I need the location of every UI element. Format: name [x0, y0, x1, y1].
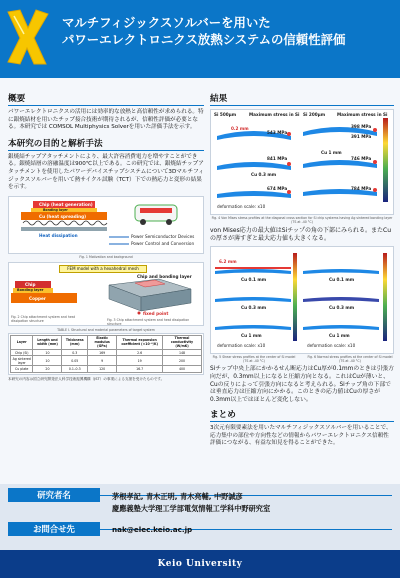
summary-heading: まとめ: [210, 408, 394, 422]
table-cell: 2.6: [117, 349, 163, 355]
fig4-label-si200: Si 200μm: [303, 112, 326, 117]
researcher-names: 茅根孝記, 青木正明, 青木亮輔, 中野誠彦: [112, 492, 243, 501]
fig3-label-chip-bond: Chip and bonding layer: [137, 273, 192, 279]
fig4-value: 784 MPa: [351, 186, 372, 191]
fig2-caption: Fig. 2 Chip attachment system and heat dissipation structure: [11, 314, 76, 323]
fig4-value: 0.2 mm: [231, 126, 249, 131]
title-line-1: マルチフィジックスソルバーを用いた: [62, 15, 271, 30]
table-header-row: [11, 335, 202, 349]
fig4-value: 674 MPa: [267, 186, 288, 191]
fig4-scale: deformation scale: x10: [217, 204, 266, 209]
contact-label: お問合せ先: [8, 522, 100, 536]
fig2-label-bond: Bonding layer: [17, 287, 44, 292]
table-cell: 120: [88, 366, 117, 372]
fig4-value: 746 MPa: [351, 156, 372, 161]
table-cell: Chip (Si): [11, 349, 33, 355]
figure-5-6-plots: [211, 247, 393, 353]
fig3-label-fixed: fixed point: [143, 310, 169, 316]
keio-university-banner: Keio University: [0, 550, 400, 578]
fig4-value: Cu 0.3 mm: [251, 172, 277, 177]
fig5-value: Cu 0.3 mm: [241, 305, 267, 310]
table-caption: TABLE I. Structural and material parameters of target system: [57, 327, 155, 332]
fig5-value: Cu 0.1 mm: [241, 277, 267, 282]
table-cell: 0.1–0.3: [62, 366, 88, 372]
purpose-body: 銀焼結チップアタッチメントにより、最大許容消費電力を増やすことができる。銀焼結層の溶融温度は900℃以上である。この研究では、銀焼結チップアタッチメントを使用したパワーデバイスチップシステムについて3Dマルチフィジックスソルバーを用いて熱サイクル試験（TCT）下での熱応力と変形の結果を示す。: [8, 153, 204, 191]
results-text-1: von Mises応力の最大値はSiチップの角の下部にみられる。またCuの厚さが薄すぎと最大応力値も大きくなる。: [210, 227, 392, 242]
table-cell: 400: [163, 366, 202, 372]
fig2-label-chip: Chip: [25, 281, 36, 287]
fig5-6-captions: [210, 355, 394, 363]
overview-body: パワーエレクトロニクスの活用には効率的な放熱と高信頼性が求められる。特に銀焼結材を用いたチップ接合技術が期待されるが、信頼性評価が必要となる。本研究では COMSOL Multiphysics Solverを用いた評価手法を示す。: [8, 109, 204, 131]
fem-label: FEM model with a hexahedral mesh: [59, 265, 147, 273]
table-cell: 19: [117, 356, 163, 366]
table-header: Layer: [11, 335, 33, 349]
material-table-box: [8, 333, 204, 375]
right-column: [210, 92, 394, 448]
left-column: [8, 92, 204, 381]
fig4-title-right: Maximum stress in Si: [337, 112, 388, 117]
fig5-value: 6.2 mm: [219, 259, 237, 264]
table-cell: Cu plate: [11, 366, 33, 372]
table-cell: 10: [33, 349, 62, 355]
table-cell: 0.05: [62, 356, 88, 366]
fig1-label-arrow2: Power Control and Conversion: [131, 240, 195, 246]
table-header: Length and width (mm): [33, 335, 62, 349]
table-header: Thermal expansion coefficient (×10⁻⁶/K): [117, 335, 163, 349]
fig5-scale: deformation scale: x10: [217, 343, 266, 348]
fig6-value: Cu 0.3 mm: [329, 305, 355, 310]
fig5-caption: Fig. 5 Shear stress profiles at the center of Si model (TS at -40 °C): [212, 355, 296, 363]
overview-heading: 概要: [8, 92, 204, 106]
results-text-2: Siチップ中央上部にかかるせん断応力はCu厚が0.1mmのときは引張方向だが、0.3mm以上になると圧縮方向となる。これはCuが薄いと、Cuの反りによって引張方向になると考えられる。Siチップ角の下部では垂直応力は圧縮方向にかかる。このときの応力値はCuの厚さが0.3mm以上ではほとんど変化しない。: [210, 366, 394, 404]
table-header: Elastic modulus (GPa): [88, 335, 117, 349]
table-row: [11, 356, 202, 366]
table-cell: Ag sintered layer: [11, 356, 33, 366]
table-header: Thermal conductivity (W/mK): [163, 335, 202, 349]
title-line-2: パワーエレクトロニクス放熱システムの信頼性評価: [62, 32, 346, 47]
table-cell: 10: [33, 356, 62, 366]
researcher-affiliation: 慶應義塾大学理工学部電気情報工学科中野研究室: [112, 504, 271, 513]
fig4-value: 391 MPa: [351, 134, 372, 139]
purpose-heading: 本研究の目的と解析手法: [8, 137, 204, 151]
results-heading: 結果: [210, 92, 394, 106]
table-cell: 200: [163, 356, 202, 366]
fig4-caption: Fig. 4 Von Mises stress profiles at the diagonal cross section for Si chip systems having Ag sintered bonding layer (TS at -40 °C): [211, 216, 393, 224]
fig6-scale: deformation scale: x10: [307, 343, 356, 348]
researchers-label: 研究者名: [8, 488, 100, 502]
figure-5-6: [210, 246, 394, 354]
fig4-label-si500: Si 500μm: [214, 112, 237, 117]
fig4-title-left: Maximum stress in Si: [249, 112, 300, 117]
material-table: [10, 335, 202, 373]
table-cell: 148: [163, 349, 202, 355]
fig4-value: 841 MPa: [267, 156, 288, 161]
figure-2-3: [8, 262, 204, 326]
summary-body: 3次元有限要素法を用いたマルチフィジックスソルバーを用いることで、応力集中の部位や方向性などの情報からパワーエレクトロニクス信頼性評価につながる、有益な知見を得ることができた。: [210, 424, 392, 447]
table-cell: 0.3: [62, 349, 88, 355]
fig4-value: 543 MPa: [267, 130, 288, 135]
header-banner: [0, 0, 400, 78]
fig1-label-heat: Heat dissipation: [39, 232, 78, 238]
table-cell: 169: [88, 349, 117, 355]
footnote: 本研究の内容は国立研究開発法人科学技術振興機構（JST）の事業による支援を受けたものです。: [8, 376, 165, 381]
fig1-label-chip: Chip (heat generation): [39, 201, 93, 207]
fig4-value: Cu 1 mm: [321, 150, 342, 155]
fig3-caption: Fig. 3 Chip attachment system and heat dissipation structure: [107, 317, 190, 326]
fig2-label-copper: Copper: [29, 295, 46, 301]
fig1-label-cu: Cu (heat spreading): [39, 213, 87, 219]
table-cell: 9: [88, 356, 117, 366]
table-row: [11, 366, 202, 372]
fig1-label-bond: Bonding layer: [43, 207, 68, 212]
figure-4: [210, 109, 394, 215]
table-cell: 20: [33, 366, 62, 372]
figure-1: [8, 196, 204, 254]
fig6-caption: Fig. 6 Normal stress profiles at the center of Si model (TS at -40 °C): [307, 355, 393, 363]
poster-title: [62, 14, 396, 48]
yellow-x-logo-icon: [4, 6, 50, 68]
fig6-value: Cu 0.1 mm: [329, 277, 355, 282]
table-header: Thickness (mm): [62, 335, 88, 349]
table-cell: 16.7: [117, 366, 163, 372]
fig6-value: Cu 1 mm: [329, 333, 350, 338]
fig5-value: Cu 1 mm: [241, 333, 262, 338]
fig1-caption: Fig. 1 Motivation and background: [79, 254, 133, 259]
fig1-label-arrow1: Power Semiconductor Devices: [131, 233, 195, 239]
fig4-value: 398 MPa: [351, 124, 372, 129]
contact-email-link[interactable]: nak@elec.keio.ac.jp: [112, 525, 193, 534]
